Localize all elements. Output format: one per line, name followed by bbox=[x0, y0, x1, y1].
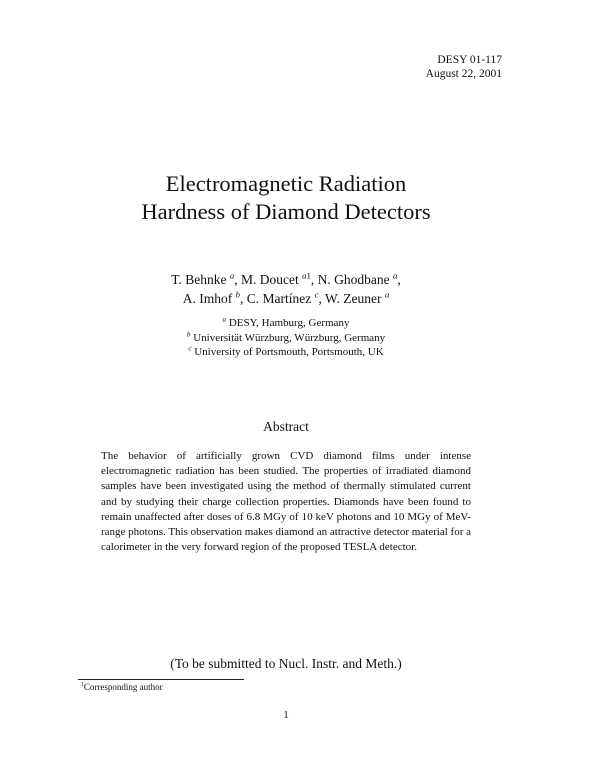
footnote-mark: 1 bbox=[81, 682, 84, 688]
author-affil-mark: c bbox=[314, 289, 319, 300]
affiliation-text: Universität Würzburg, Würzburg, Germany bbox=[193, 331, 386, 344]
abstract-heading: Abstract bbox=[263, 419, 309, 434]
affiliation-text: University of Portsmouth, Portsmouth, UK bbox=[194, 346, 384, 358]
affiliation-mark: c bbox=[188, 344, 192, 353]
author-name: N. Ghodbane bbox=[317, 272, 390, 287]
report-header bbox=[426, 53, 502, 81]
author-line-1: T. Behnke $^a$, M. Doucet $^{a1}$, N. Ghodbane $^a$, bbox=[171, 270, 401, 287]
author-list bbox=[0, 270, 572, 308]
author-name: C. Martínez bbox=[246, 291, 312, 306]
affiliation-list bbox=[0, 316, 572, 360]
footnote bbox=[81, 682, 163, 692]
title-line-1: Electromagnetic Radiation bbox=[165, 171, 407, 196]
author-name: T. Behnke bbox=[171, 272, 227, 287]
author-affil-mark: a bbox=[393, 270, 398, 281]
footnote-divider bbox=[78, 679, 244, 680]
author-affil-mark: a bbox=[384, 289, 390, 300]
title-line-2: Hardness of Diamond Detectors bbox=[141, 199, 431, 224]
page-number: 1 bbox=[283, 709, 289, 721]
report-number: DESY 01-117 bbox=[437, 54, 502, 66]
affiliation-mark: b bbox=[186, 329, 191, 338]
footnote-text: Corresponding author bbox=[83, 682, 163, 692]
author-affil-mark: b bbox=[235, 289, 240, 300]
author-affil-mark: a bbox=[229, 270, 235, 281]
author-line-2: A. Imhof $^b$, C. Martínez $^c$, W. Zeuner $^a$ bbox=[182, 289, 390, 306]
affiliation-item bbox=[0, 316, 572, 331]
affiliation-mark: a bbox=[222, 315, 227, 324]
affiliation-item bbox=[0, 331, 572, 346]
abstract-text: The behavior of artificially grown CVD diamond films under intense electromagnetic radiation has been studied. The properties of irradiated diamond samples have been investigated using the method of thermally stimulated current and by studying their charge collection properties. Diamonds have been found to remain unaffected after doses of 6.8 MGy of 10 keV photons and 10 MGy of MeV-range photons. This observation makes diamond an attractive detector material for a calorimeter in the very forward region of the proposed TESLA detector. bbox=[101, 450, 472, 554]
author-name: W. Zeuner bbox=[325, 291, 382, 306]
affiliation-item bbox=[0, 345, 572, 360]
paper-title bbox=[0, 170, 572, 226]
submission-note: (To be submitted to Nucl. Instr. and Meth.) bbox=[170, 656, 402, 671]
affiliation-text: DESY, Hamburg, Germany bbox=[228, 317, 350, 329]
author-name: A. Imhof bbox=[182, 291, 233, 306]
author-affil-mark: a bbox=[302, 270, 307, 281]
author-footnote-mark: 1 bbox=[306, 270, 311, 281]
report-date: August 22, 2001 bbox=[425, 68, 502, 80]
author-name: M. Doucet bbox=[240, 272, 299, 287]
